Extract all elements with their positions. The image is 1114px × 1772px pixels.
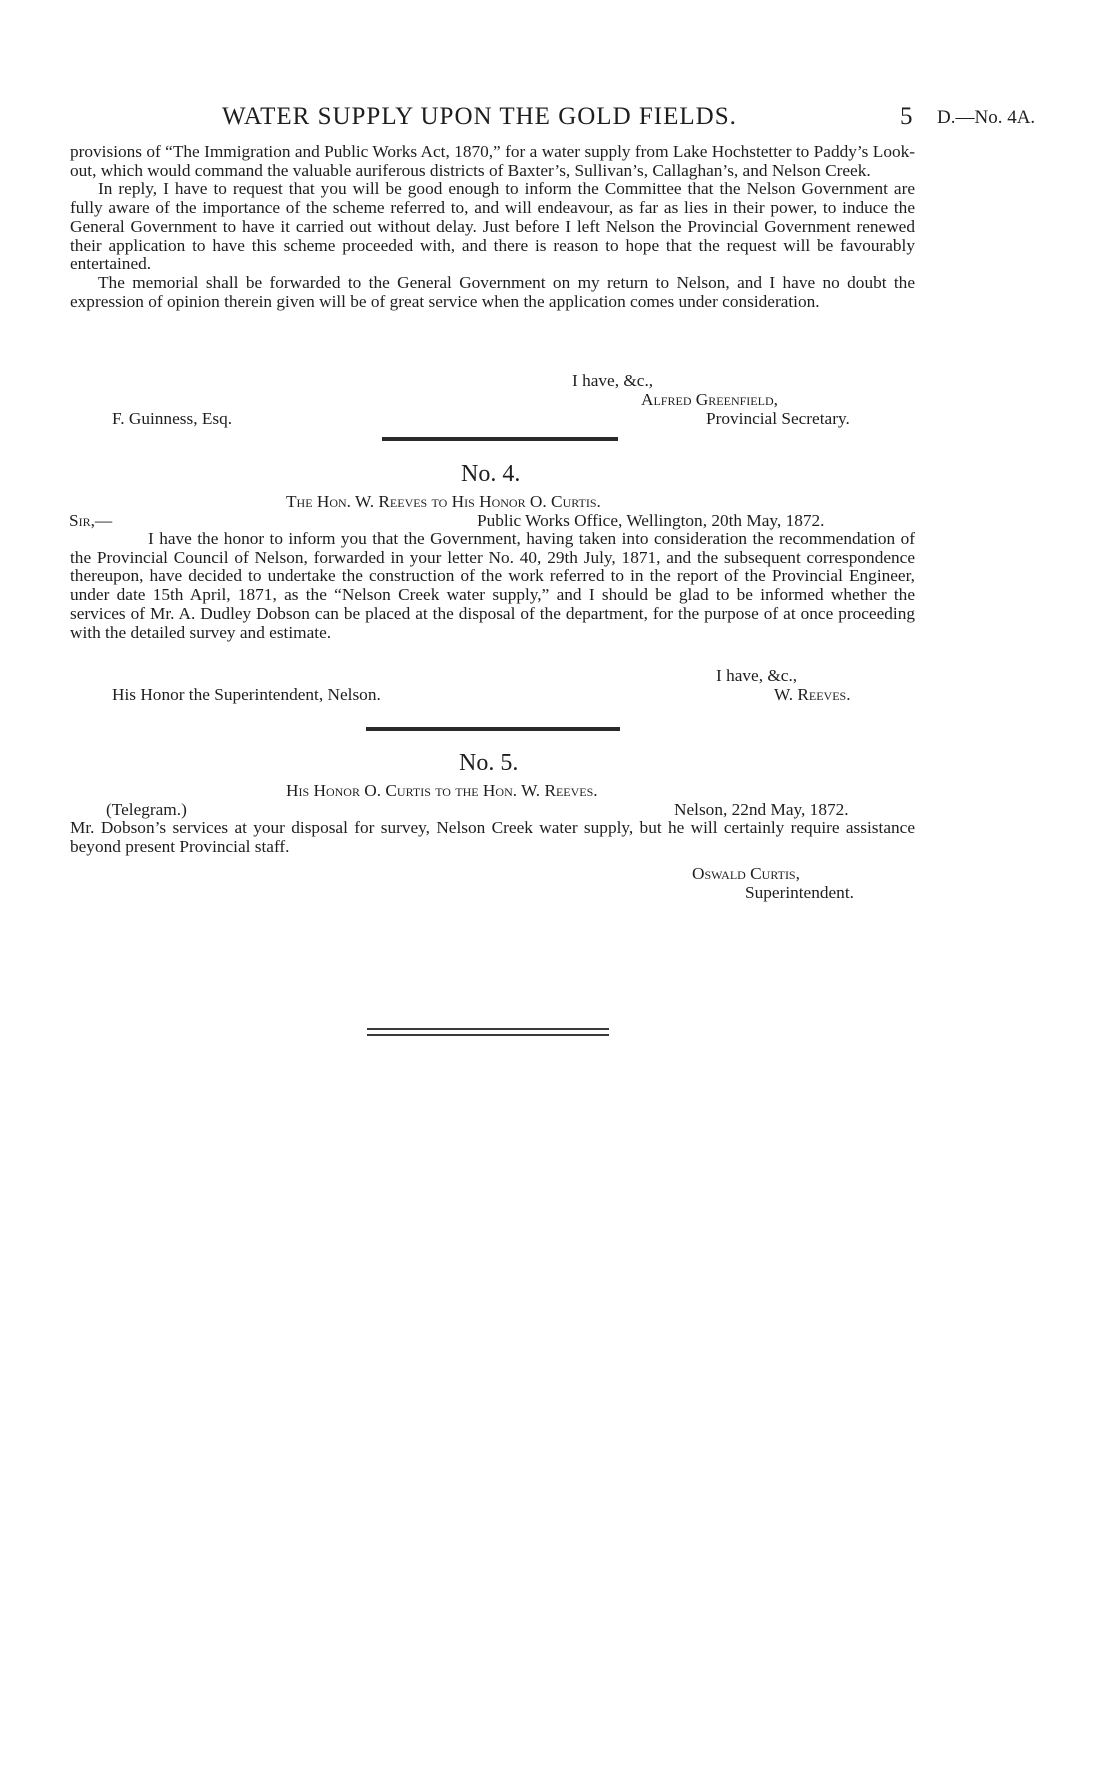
running-header-title: WATER SUPPLY UPON THE GOLD FIELDS.	[222, 103, 737, 130]
letter3-paragraph-3: The memorial shall be forwarded to the General Government on my return to Nelson, and I have no doubt the expression of opinion therein given will be of great service when the application comes under consideration.	[70, 272, 915, 311]
letter3-signatory-title: Provincial Secretary.	[706, 409, 850, 428]
section-divider	[366, 727, 620, 731]
letter4-paragraph: I have the honor to inform you that the Government, having taken into consideration the recommendation of the Provincial Council of Nelson, forwarded in your letter No. 40, 29th July, 1871, and the subsequent correspondence thereupon, have decided to undertake the construction of the work referred to in the report of the Provincial Engineer, under date 15th April, 1871, as the “Nelson Creek water supply,” and I should be glad to be informed whether the services of Mr. A. Dudley Dobson can be placed at the disposal of the department, for the purpose of at once proceeding with the detailed survey and estimate.	[70, 529, 915, 642]
letter4-closing: I have, &c.,	[716, 666, 798, 685]
letter4-signatory: W. Reeves.	[774, 685, 851, 704]
letter5-number-heading: No. 5.	[459, 750, 519, 776]
letter4-number-heading: No. 4.	[461, 461, 521, 487]
letter4-from-to: The Hon. W. Reeves to His Honor O. Curtis.	[286, 492, 601, 511]
letter4-addressee: His Honor the Superintendent, Nelson.	[112, 685, 381, 704]
letter3-body	[70, 143, 915, 311]
letter3-signatory: Alfred Greenfield,	[641, 390, 778, 409]
section-divider	[382, 437, 618, 441]
end-rule-bottom	[367, 1034, 609, 1036]
letter3-paragraph-2: In reply, I have to request that you will be good enough to inform the Committee that the Nelson Government are fully aware of the importance of the scheme referred to, and will endeavour, as far as lies in their power, to induce the General Government to have it carried out without delay. Just before I left Nelson the Provincial Government renewed their application to have this scheme proceeded with, and there is reason to hope that the request will be favourably entertained.	[70, 179, 915, 274]
letter5-paragraph: Mr. Dobson’s services at your disposal for survey, Nelson Creek water supply, but he will certainly require assistance beyond present Provincial staff.	[70, 818, 915, 856]
letter4-salutation: Sir,—	[69, 511, 113, 530]
page-number: 5	[900, 103, 913, 130]
letter4-body	[70, 530, 915, 642]
letter5-place-date: Nelson, 22nd May, 1872.	[674, 800, 849, 819]
letter5-signatory-title: Superintendent.	[745, 883, 854, 902]
letter5-signatory: Oswald Curtis,	[692, 864, 800, 883]
document-reference: D.—No. 4A.	[937, 107, 1036, 128]
letter5-from-to: His Honor O. Curtis to the Hon. W. Reeves.	[286, 781, 598, 800]
end-rule-top	[367, 1028, 609, 1030]
letter3-paragraph-1: provisions of “The Immigration and Public Works Act, 1870,” for a water supply from Lake Hochstetter to Paddy’s Look-out, which would command the valuable auriferous districts of Baxter’s, Sullivan’s, Callaghan’s, and Nelson Creek.	[70, 142, 915, 180]
letter5-body	[70, 819, 915, 856]
letter3-closing: I have, &c.,	[572, 371, 654, 390]
letter3-addressee: F. Guinness, Esq.	[112, 409, 233, 428]
letter4-place-date: Public Works Office, Wellington, 20th May, 1872.	[477, 511, 825, 530]
letter5-type: (Telegram.)	[106, 800, 187, 819]
